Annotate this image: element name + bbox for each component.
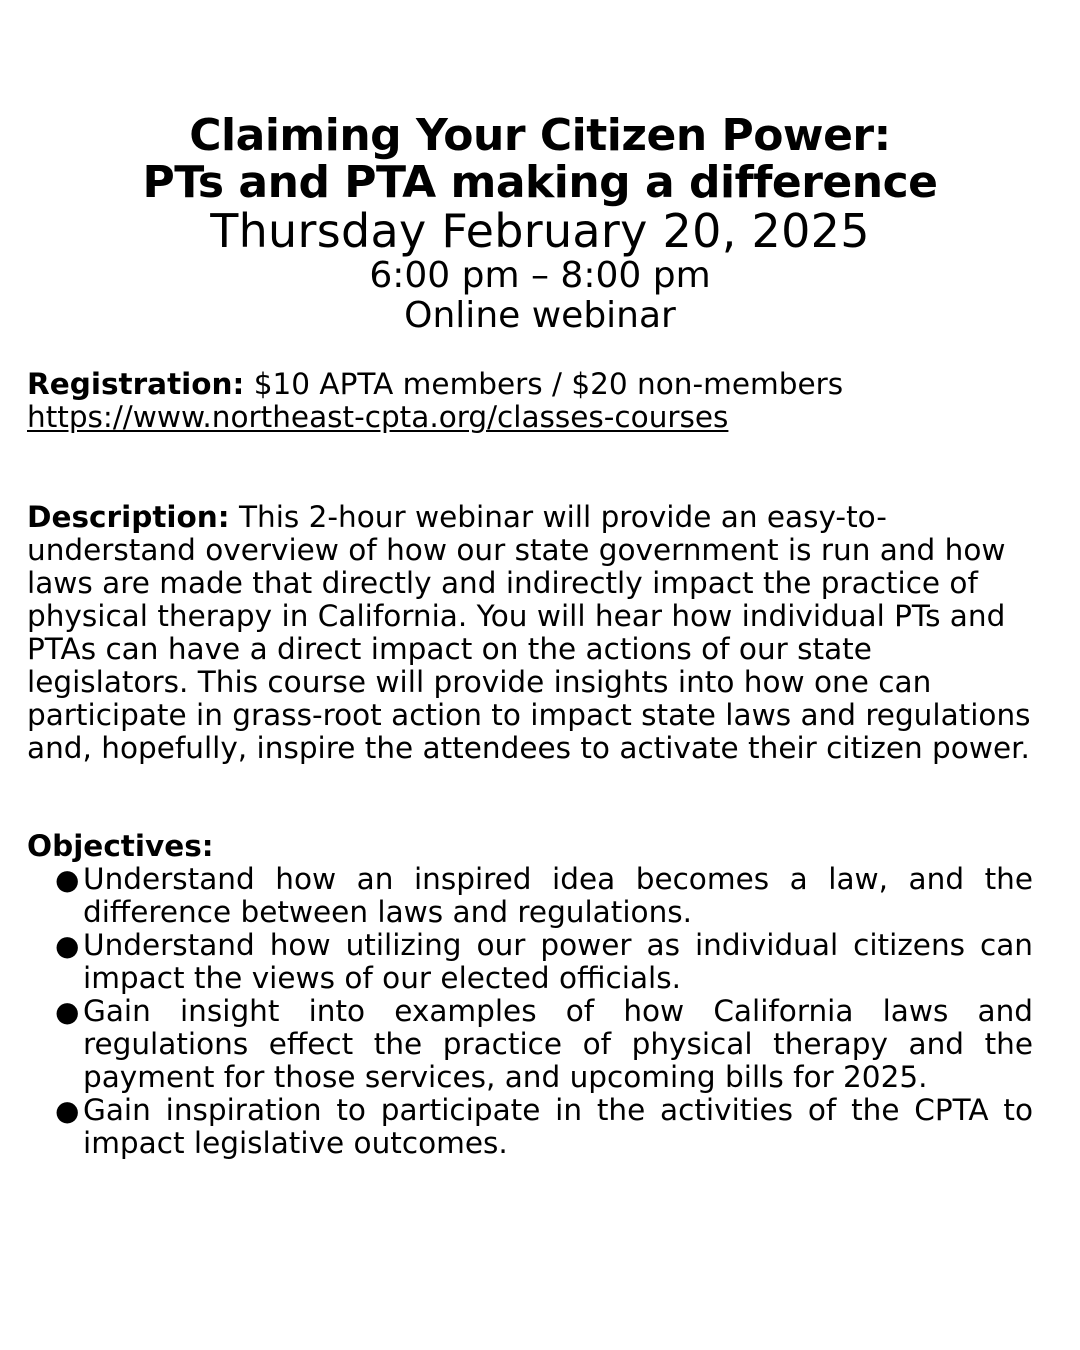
bullet-icon: ● [55,929,80,962]
event-format: Online webinar [404,295,676,336]
event-title-line-2: PTs and PTA making a difference [142,157,938,208]
description-section [27,501,1033,765]
bullet-icon: ● [55,1094,80,1127]
registration-section [27,368,1033,434]
objective-item [27,995,1033,1094]
objective-text: Understand how an inspired idea becomes a law, and the difference between laws and regulations. [83,862,1033,929]
objective-text: Gain inspiration to participate in the activities of the CPTA to impact legislative outcomes. [83,1093,1033,1160]
objectives-section [27,830,1033,1160]
objective-text: Understand how utilizing our power as individual citizens can impact the views of our elected officials. [83,928,1033,995]
bullet-icon: ● [55,995,80,1028]
event-time: 6:00 pm – 8:00 pm [369,255,711,296]
description-paragraph [27,501,1037,765]
registration-price: $10 APTA members / $20 non-members [244,367,844,401]
description-text: This 2-hour webinar will provide an easy-to-understand overview of how our state government is run and how laws are made that directly and indirectly impact the practice of physical therapy in California. You will hear how individual PTs and PTAs can have a direct impact on the actions of our state legislators. This course will provide insights into how one can participate in grass-root action to impact state laws and regulations and, hopefully, inspire the attendees to activate their citizen power. [27,500,1031,765]
registration-line [27,368,1033,401]
registration-link[interactable]: https://www.northeast-cpta.org/classes-courses [27,400,729,434]
objective-item [27,1094,1033,1160]
description-label: Description: [27,500,230,534]
event-date: Thursday February 20, 2025 [210,204,870,258]
objective-text: Gain insight into examples of how California laws and regulations effect the practice of physical therapy and the payment for those services, and upcoming bills for 2025. [83,994,1033,1094]
objectives-label: Objectives: [27,829,214,863]
bullet-icon: ● [55,863,80,896]
objective-item [27,929,1033,995]
objective-item [27,863,1033,929]
event-header [0,112,1080,336]
objectives-list [27,863,1033,1160]
event-title-line-1: Claiming Your Citizen Power: [189,110,891,161]
registration-label: Registration: [27,367,245,401]
